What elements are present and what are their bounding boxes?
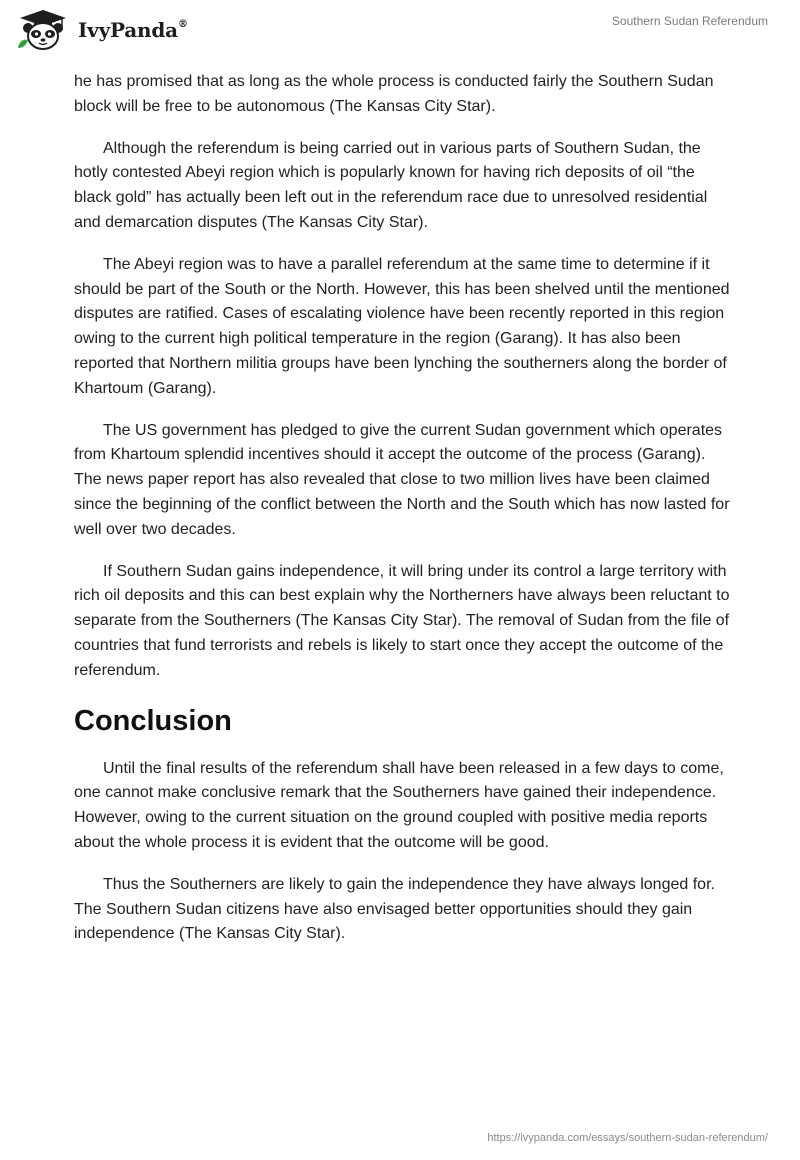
panda-graduate-icon [14, 8, 72, 52]
ivypanda-logo[interactable] [14, 8, 188, 52]
essay-body [74, 70, 734, 964]
page-header [0, 0, 800, 70]
paragraph: The Abeyi region was to have a parallel referendum at the same time to determine if it should be part of the South or the North. However, this has been shelved until the mentioned disputes are ratified. Cases of escalating violence have been recently reported in this region owing to the current high political temperature in the region (Garang). It has also been reported that Northern militia groups have been lynching the southerners along the border of Khartoum (Garang). [74, 255, 730, 397]
paragraph: The US government has pledged to give the current Sudan government which operates from Khartoum splendid incentives should it accept the outcome of the process (Garang). The news paper report has also revealed that close to two million lives have been claimed since the beginning of the conflict between the North and the South which has now lasted for well over two decades. [74, 421, 730, 538]
paragraph: Although the referendum is being carried out in various parts of Southern Sudan, the hotly contested Abeyi region which is popularly known for having rich deposits of oil “the black gold” has actually been left out in the referendum race due to unresolved residential and demarcation disputes (The Kansas City Star). [74, 139, 708, 231]
registered-mark: ® [177, 19, 188, 31]
paragraph: he has promised that as long as the whole process is conducted fairly the Southern Sudan block will be free to be autonomous (The Kansas City Star). [74, 73, 714, 115]
section-heading: Conclusion [74, 704, 232, 737]
paragraph: Until the final results of the referendum shall have been released in a few days to come, one cannot make conclusive remark that the Southerners have gained their independence. However, owing to the current situation on the ground coupled with positive media reports about the whole process it is evident that the outcome will be good. [74, 759, 724, 851]
paragraph: Thus the Southerners are likely to gain the independence they have always longed for. The Southern Sudan citizens have also envisaged better opportunities should they gain independence (The Kansas City Star). [74, 875, 715, 943]
document-title: Southern Sudan Referendum [611, 14, 768, 28]
paragraph: If Southern Sudan gains independence, it will bring under its control a large territory with rich oil deposits and this can best explain why the Northerners have always been reluctant to separate from the Southerners (The Kansas City Star). The removal of Sudan from the file of countries that fund terrorists and rebels is likely to start once they accept the outcome of the referendum. [74, 562, 730, 679]
source-url[interactable]: https://ivypanda.com/essays/southern-sudan-referendum/ [487, 1132, 768, 1144]
brand-name: IvyPanda® [78, 18, 188, 42]
